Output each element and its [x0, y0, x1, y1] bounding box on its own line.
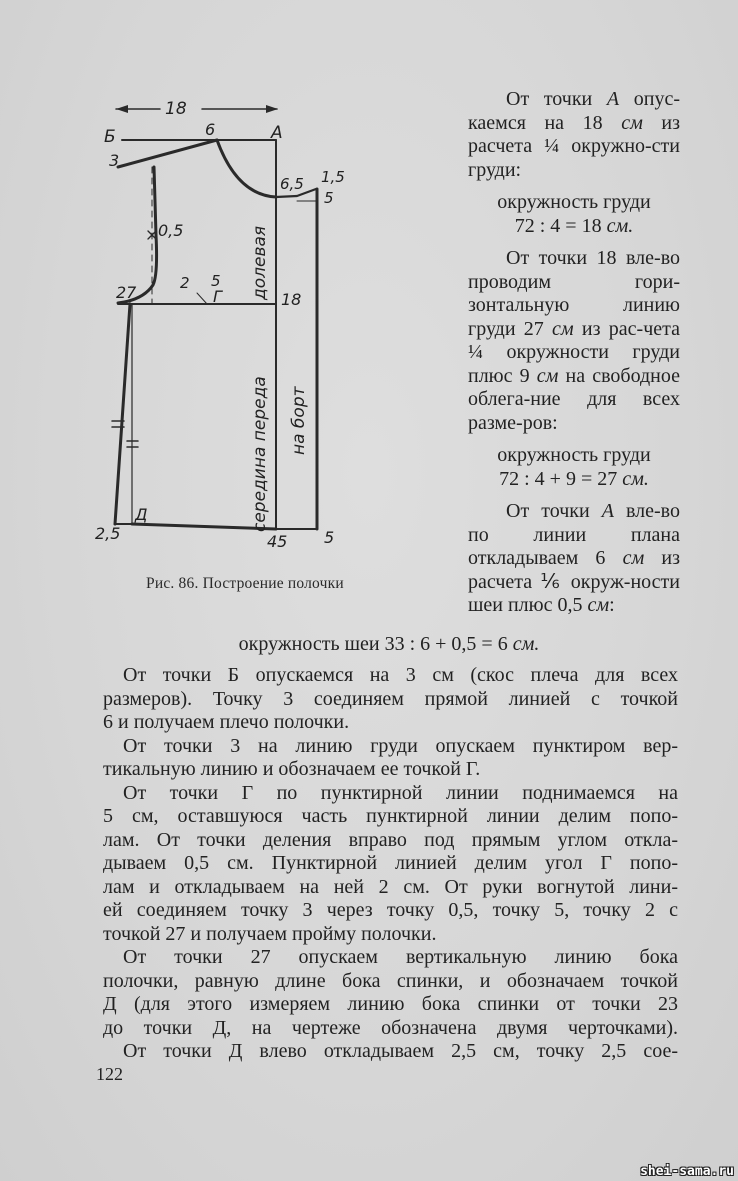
text-line: От точки Г по пунктирной линии поднимаемся на — [123, 781, 678, 804]
shoulder-line — [118, 140, 217, 167]
label-point-5-armhole: 5 — [211, 272, 221, 290]
label-point-g: Г — [213, 287, 222, 306]
text-line: 6 и получаем плечо полочки. — [103, 711, 350, 733]
label-point-45: 45 — [267, 532, 288, 551]
text-line: 5 см, оставшуюся часть пунктирной линии делим попо- — [103, 805, 678, 827]
side-column-text — [468, 88, 680, 618]
label-point-18: 18 — [281, 290, 302, 309]
text-line: до точки Д, на чертеже обозначена двумя черточками). — [103, 1016, 678, 1039]
text-line: тикальную линию и обозначаем ее точкой Г. — [103, 758, 481, 780]
label-point-27: 27 — [116, 283, 137, 302]
paragraph: От точки А вле-во по линии плана откладываем 6 см из расчета ⅙ окруж-ности шеи плюс 0,5 см: — [468, 500, 680, 616]
paragraph: От точки 18 вле-во проводим гори-зонтальную линию груди 27 см из рас-чета ¼ окружности груди плюс 9 см на свободное облега-ние для всех разме-ров: — [468, 247, 680, 434]
text-line: лам и откладываем на ней 2 см. От руки вогнутой лини- — [103, 875, 678, 898]
text-line: ей соединяем точку 3 через точку 0,5, точку 5, точку 2 с — [103, 899, 678, 921]
label-point-b: Б — [104, 127, 116, 147]
label-point-5-bottom: 5 — [324, 528, 335, 547]
formula-neck: окружность шеи 33 : 6 + 0,5 = 6 см. — [238, 633, 540, 655]
formula-bust-ease: окружность груди 72 : 4 + 9 = 27 см. — [497, 444, 651, 490]
pattern-drawing — [92, 95, 452, 555]
label-dimension-18: 18 — [165, 99, 187, 119]
label-point-1-5: 1,5 — [321, 168, 345, 186]
label-point-6-5: 6,5 — [280, 175, 304, 193]
label-point-5-neck: 5 — [324, 189, 334, 207]
figure-caption: Рис. 86. Построение полочки — [146, 575, 344, 592]
text-line: точкой 27 и получаем пройму полочки. — [103, 922, 437, 945]
main-text — [103, 664, 678, 1064]
text-line: полочки, равную длине бока спинки, и обозначаем точкой — [103, 969, 678, 992]
arrowhead-right — [266, 105, 278, 113]
text-line: дываем 0,5 см. Пунктирной линией делим угол Г попо- — [103, 852, 678, 874]
text-line: От точки 27 опускаем вертикальную линию бока — [123, 946, 678, 968]
arrowhead-left — [116, 105, 128, 113]
label-point-2-5: 2,5 — [95, 524, 121, 543]
angle-bisector — [197, 293, 207, 304]
text-line: От точки Б опускаемся на 3 см (скос плеча для всех — [123, 664, 678, 686]
text-line: Д (для этого измеряем линию бока спинки от точки 23 — [103, 993, 678, 1015]
page-number: 122 — [96, 1064, 123, 1084]
side-seam — [115, 304, 130, 524]
label-point-6: 6 — [205, 120, 216, 139]
formula-bust-quarter: окружность груди 72 : 4 = 18 см. — [497, 191, 651, 237]
text-line: От точки 3 на линию груди опускаем пунктиром вер- — [123, 734, 678, 757]
label-point-a: А — [271, 123, 283, 143]
text-line: размеров). Точку 3 соединяем прямой линией с точкой — [103, 687, 678, 710]
text-line: От точки Д влево откладываем 2,5 см, точку 2,5 сое- — [123, 1040, 678, 1062]
label-na-bort: на борт — [289, 386, 309, 455]
neck-curve — [217, 140, 276, 197]
label-dolevaya: долевая — [250, 225, 270, 300]
label-point-2: 2 — [180, 274, 190, 292]
label-point-3: 3 — [109, 151, 120, 170]
paragraph: От точки А опус-каемся на 18 см из расчета ¼ окружно-сти груди: — [468, 88, 681, 181]
label-point-d: Д — [135, 505, 148, 524]
pattern-figure — [92, 95, 452, 555]
watermark: shei-sama.ru — [640, 1164, 734, 1179]
text-line: лам. От точки деления вправо под прямым углом откла- — [103, 828, 678, 851]
label-point-0-5: 0,5 — [158, 221, 184, 240]
label-seredina-pereda: середина переда — [250, 376, 270, 532]
